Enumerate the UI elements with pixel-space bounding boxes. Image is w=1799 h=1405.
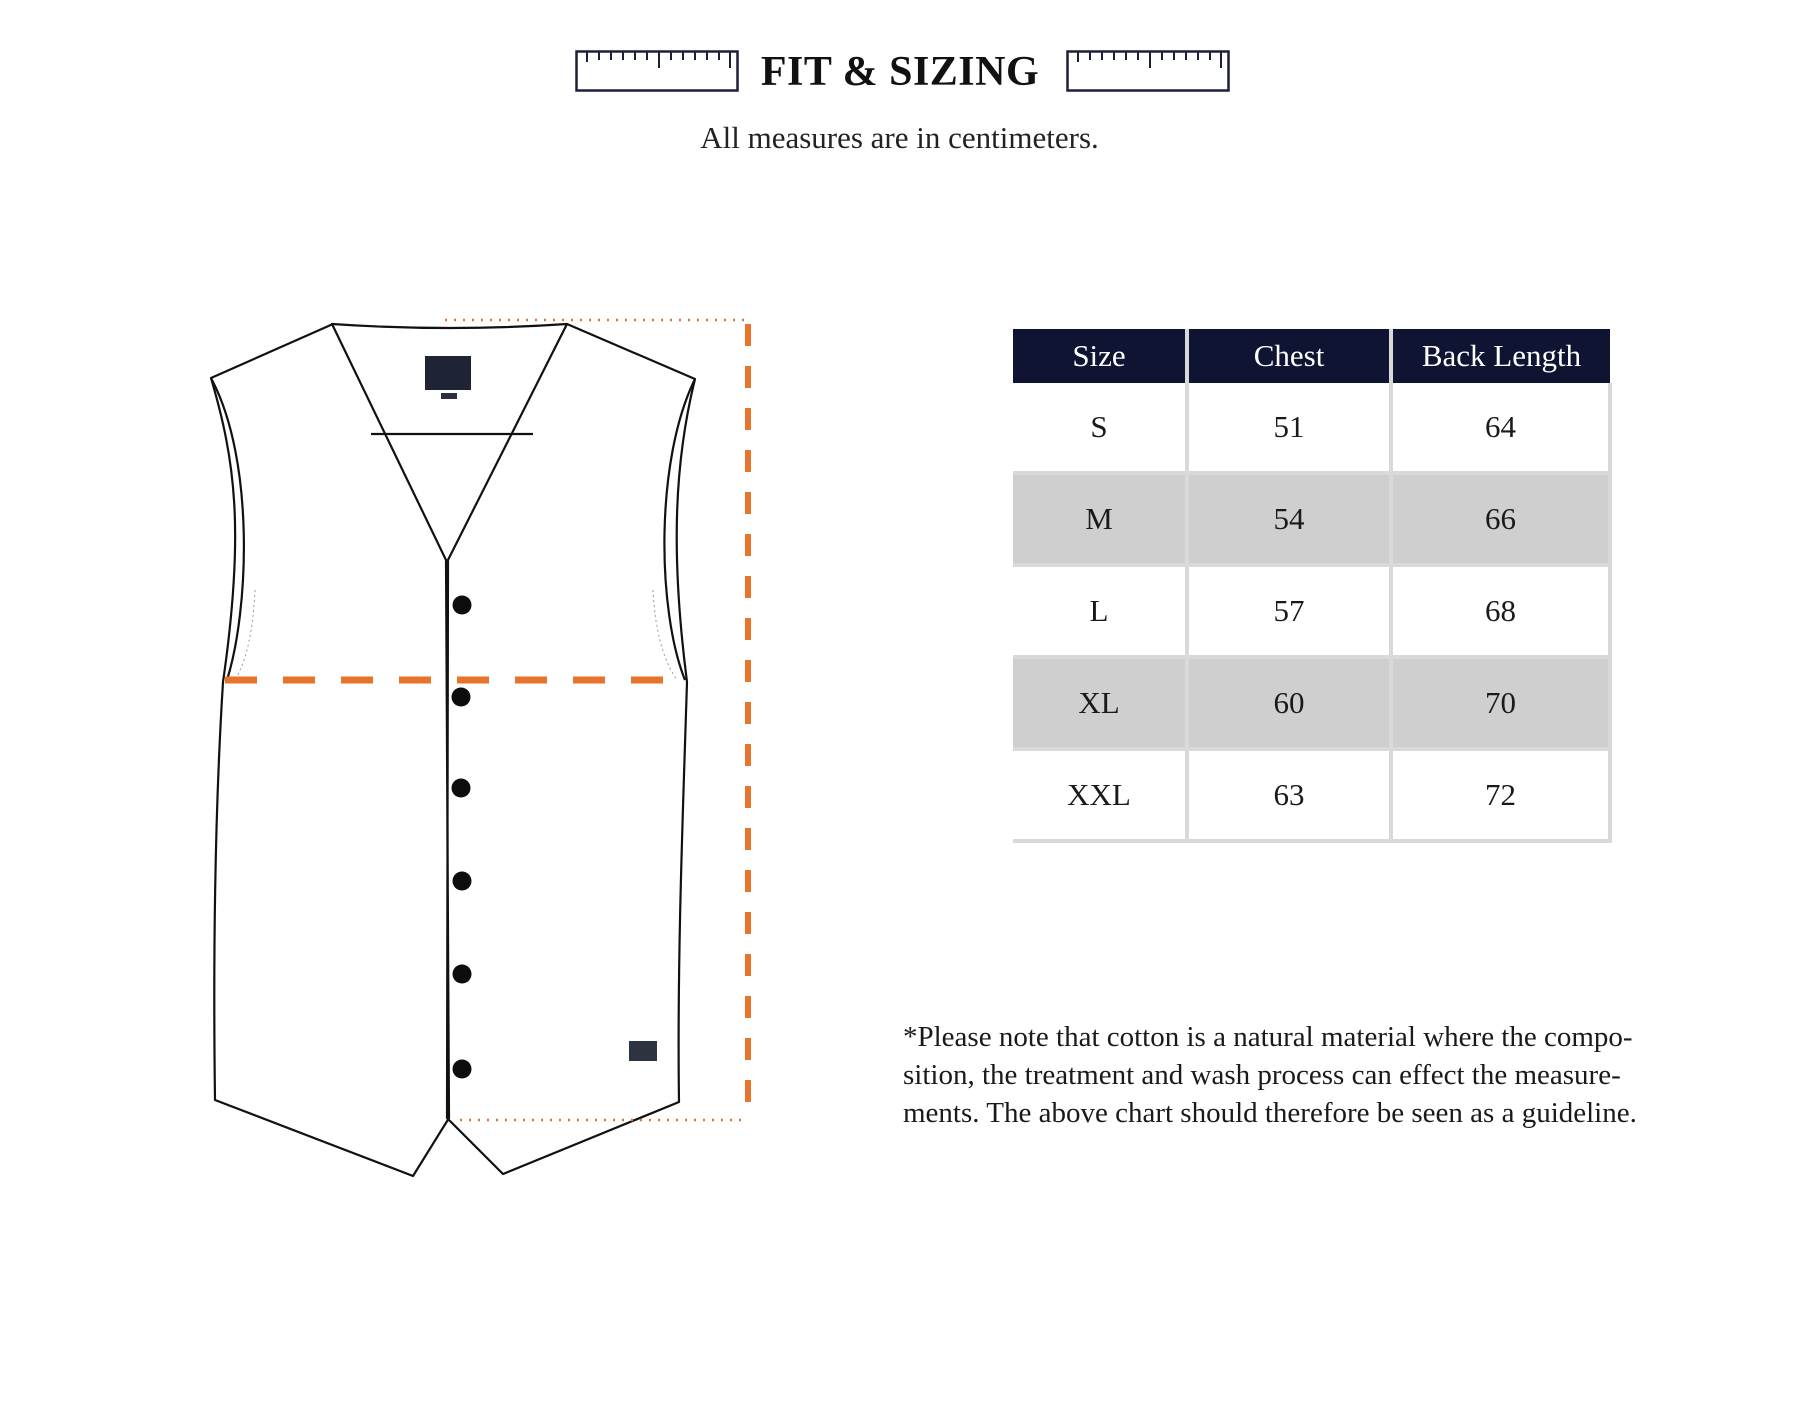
units-note: All measures are in centimeters. — [700, 120, 1099, 155]
note-line: ments. The above chart should therefore be seen as a guideline. — [903, 1097, 1637, 1129]
cell-chest: 54 — [1187, 473, 1391, 565]
cell-size: S — [1013, 383, 1187, 473]
cell-back-length: 70 — [1391, 657, 1610, 749]
table-row — [1013, 749, 1610, 841]
table-header-row — [1013, 329, 1610, 383]
left-panel — [211, 324, 449, 1176]
note-line: sition, the treatment and wash process can effect the measure- — [903, 1059, 1621, 1091]
cell-back-length: 68 — [1391, 565, 1610, 657]
cell-size: M — [1013, 473, 1187, 565]
header-back-length: Back Length — [1391, 329, 1610, 383]
cell-chest: 63 — [1187, 749, 1391, 841]
table-row — [1013, 383, 1610, 473]
header — [0, 38, 1799, 98]
cell-chest: 51 — [1187, 383, 1391, 473]
cell-chest: 57 — [1187, 565, 1391, 657]
cell-size: XL — [1013, 657, 1187, 749]
disclaimer-note — [903, 1018, 1723, 1132]
cell-back-length: 72 — [1391, 749, 1610, 841]
cell-back-length: 66 — [1391, 473, 1610, 565]
right-panel — [447, 324, 695, 1174]
table-row — [1013, 657, 1610, 749]
ruler-icon — [1066, 50, 1230, 92]
label-icon — [425, 356, 471, 390]
header-size: Size — [1013, 329, 1187, 383]
button-icon — [452, 596, 472, 1079]
pocket-label-icon — [629, 1041, 657, 1061]
table-row — [1013, 565, 1610, 657]
header-chest: Chest — [1187, 329, 1391, 383]
cell-size: XXL — [1013, 749, 1187, 841]
table-row — [1013, 473, 1610, 565]
note-line: *Please note that cotton is a natural material where the compo- — [903, 1021, 1633, 1053]
page-title: FIT & SIZING — [760, 49, 1040, 95]
cell-chest: 60 — [1187, 657, 1391, 749]
cell-back-length: 64 — [1391, 383, 1610, 473]
size-table — [1013, 329, 1612, 843]
vest-illustration — [195, 310, 815, 1180]
cell-size: L — [1013, 565, 1187, 657]
